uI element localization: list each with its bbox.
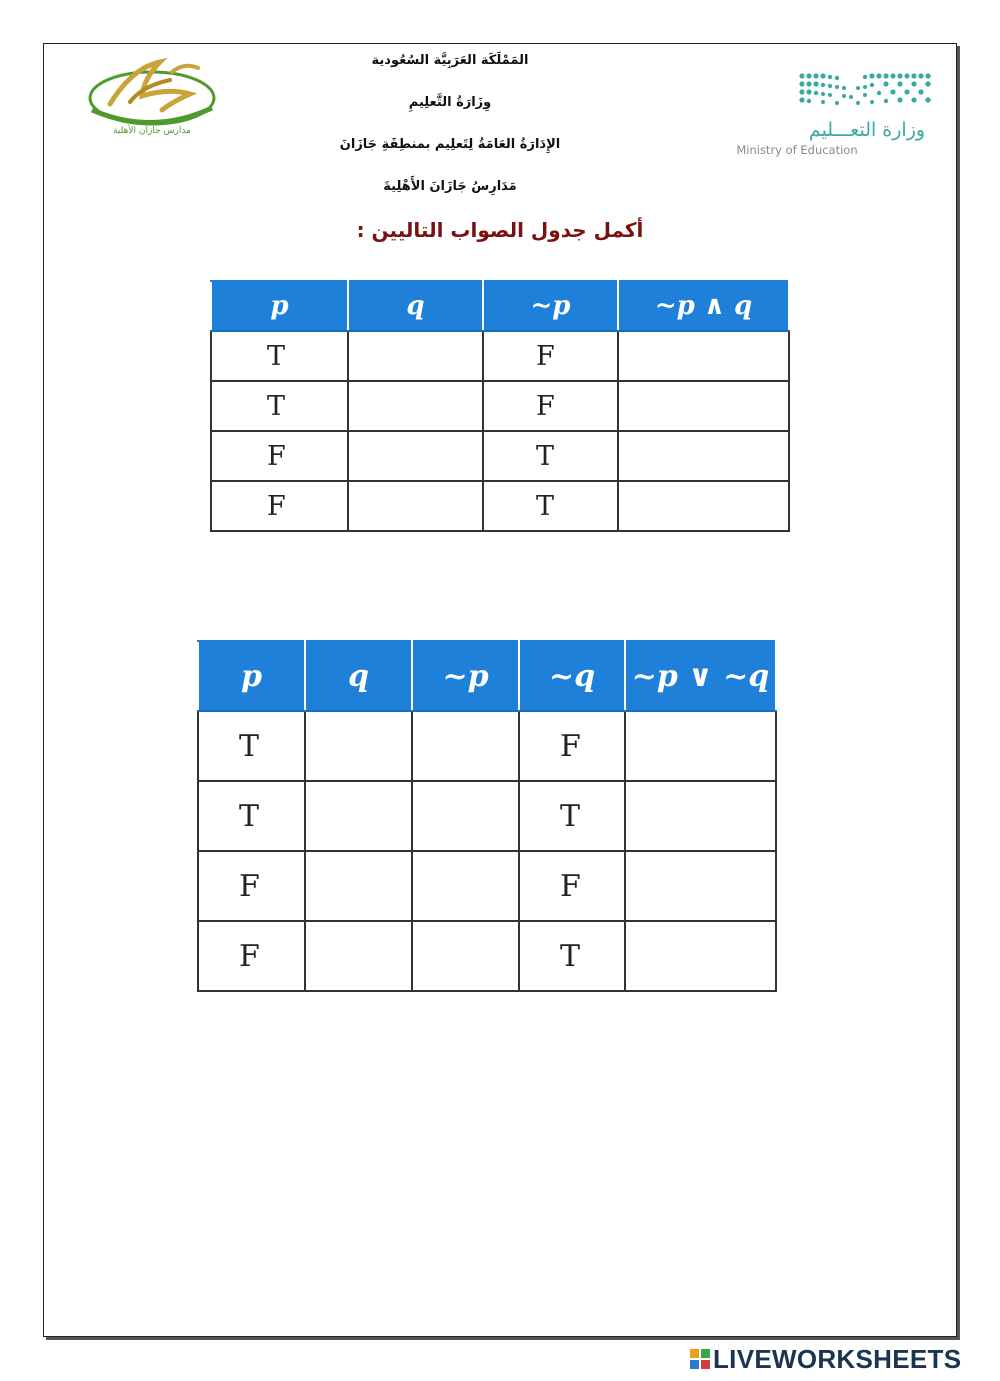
answer-cell-not-p-or-not-q[interactable]	[625, 851, 776, 921]
header-not-p: ~p	[412, 641, 519, 711]
cell-not-q: F	[519, 711, 625, 781]
cell-not-p: F	[483, 381, 618, 431]
header-not-p-or-not-q: ~p ∨ ~q	[625, 641, 776, 711]
table-row	[211, 481, 789, 531]
cell-not-q: F	[519, 851, 625, 921]
answer-cell-q[interactable]	[348, 481, 483, 531]
answer-cell-q[interactable]	[305, 851, 412, 921]
school-logo-caption: مدارس جازان الأهلية	[113, 126, 191, 136]
table-row	[198, 921, 776, 991]
answer-cell-not-p[interactable]	[412, 781, 519, 851]
answer-cell-q[interactable]	[348, 431, 483, 481]
table-row	[211, 431, 789, 481]
answer-cell-not-p-and-q[interactable]	[618, 481, 789, 531]
answer-cell-q[interactable]	[305, 711, 412, 781]
cell-p: F	[211, 481, 348, 531]
answer-cell-not-p[interactable]	[412, 851, 519, 921]
table-row	[198, 851, 776, 921]
table-row	[211, 381, 789, 431]
ministry-of-education-logo	[725, 68, 940, 158]
instruction-text: أكمل جدول الصواب التاليين :	[356, 218, 644, 242]
school-header	[300, 52, 600, 220]
cell-not-p: T	[483, 481, 618, 531]
table-row	[198, 781, 776, 851]
answer-cell-q[interactable]	[348, 381, 483, 431]
answer-cell-q[interactable]	[348, 331, 483, 381]
answer-cell-not-p-and-q[interactable]	[618, 331, 789, 381]
truth-table-1	[210, 280, 790, 532]
answer-cell-not-p-or-not-q[interactable]	[625, 921, 776, 991]
cell-not-q: T	[519, 921, 625, 991]
cell-p: F	[211, 431, 348, 481]
jazan-schools-logo	[72, 58, 227, 138]
table-row	[211, 331, 789, 381]
cell-p: T	[211, 331, 348, 381]
cell-p: T	[198, 781, 305, 851]
header-not-q: ~q	[519, 641, 625, 711]
table-row	[198, 711, 776, 781]
header-p: p	[198, 641, 305, 711]
answer-cell-q[interactable]	[305, 781, 412, 851]
liveworksheets-logo-icon	[690, 1349, 710, 1369]
header-administration: الإِدَارَةُ العَامَةُ لِتَعلِيم بمنطِقَةِ جَازَانَ	[339, 137, 561, 152]
cell-not-p: F	[483, 331, 618, 381]
header-q: q	[348, 281, 483, 331]
header-not-p: ~p	[483, 281, 618, 331]
ministry-english-name: Ministry of Education	[736, 143, 858, 157]
answer-cell-not-p-or-not-q[interactable]	[625, 711, 776, 781]
answer-cell-not-p-and-q[interactable]	[618, 431, 789, 481]
table-header-row	[211, 281, 789, 331]
header-p: p	[211, 281, 348, 331]
cell-not-q: T	[519, 781, 625, 851]
cell-p: T	[198, 711, 305, 781]
ministry-dots-icon	[799, 73, 930, 105]
cell-not-p: T	[483, 431, 618, 481]
cell-p: F	[198, 921, 305, 991]
ministry-arabic-name: وزارة التعـــليم	[808, 119, 926, 141]
cell-p: T	[211, 381, 348, 431]
answer-cell-q[interactable]	[305, 921, 412, 991]
answer-cell-not-p-and-q[interactable]	[618, 381, 789, 431]
header-kingdom: المَمْلَكَة العَرَبِيَّة السُعُودية	[371, 53, 529, 68]
liveworksheets-brand[interactable]	[690, 1342, 961, 1376]
header-schools: مَدَارِسُ جَازَانَ الأَهْلِيةَ	[383, 179, 517, 194]
liveworksheets-wordmark: LIVEWORKSHEETS	[713, 1343, 962, 1374]
header-q: q	[305, 641, 412, 711]
cell-p: F	[198, 851, 305, 921]
table-header-row	[198, 641, 776, 711]
truth-table-2	[197, 640, 777, 992]
header-not-p-and-q: ~p ∧ q	[618, 281, 789, 331]
header-ministry: وِزَارَةُ التَّعلِيمِ	[408, 95, 492, 110]
answer-cell-not-p-or-not-q[interactable]	[625, 781, 776, 851]
answer-cell-not-p[interactable]	[412, 921, 519, 991]
answer-cell-not-p[interactable]	[412, 711, 519, 781]
